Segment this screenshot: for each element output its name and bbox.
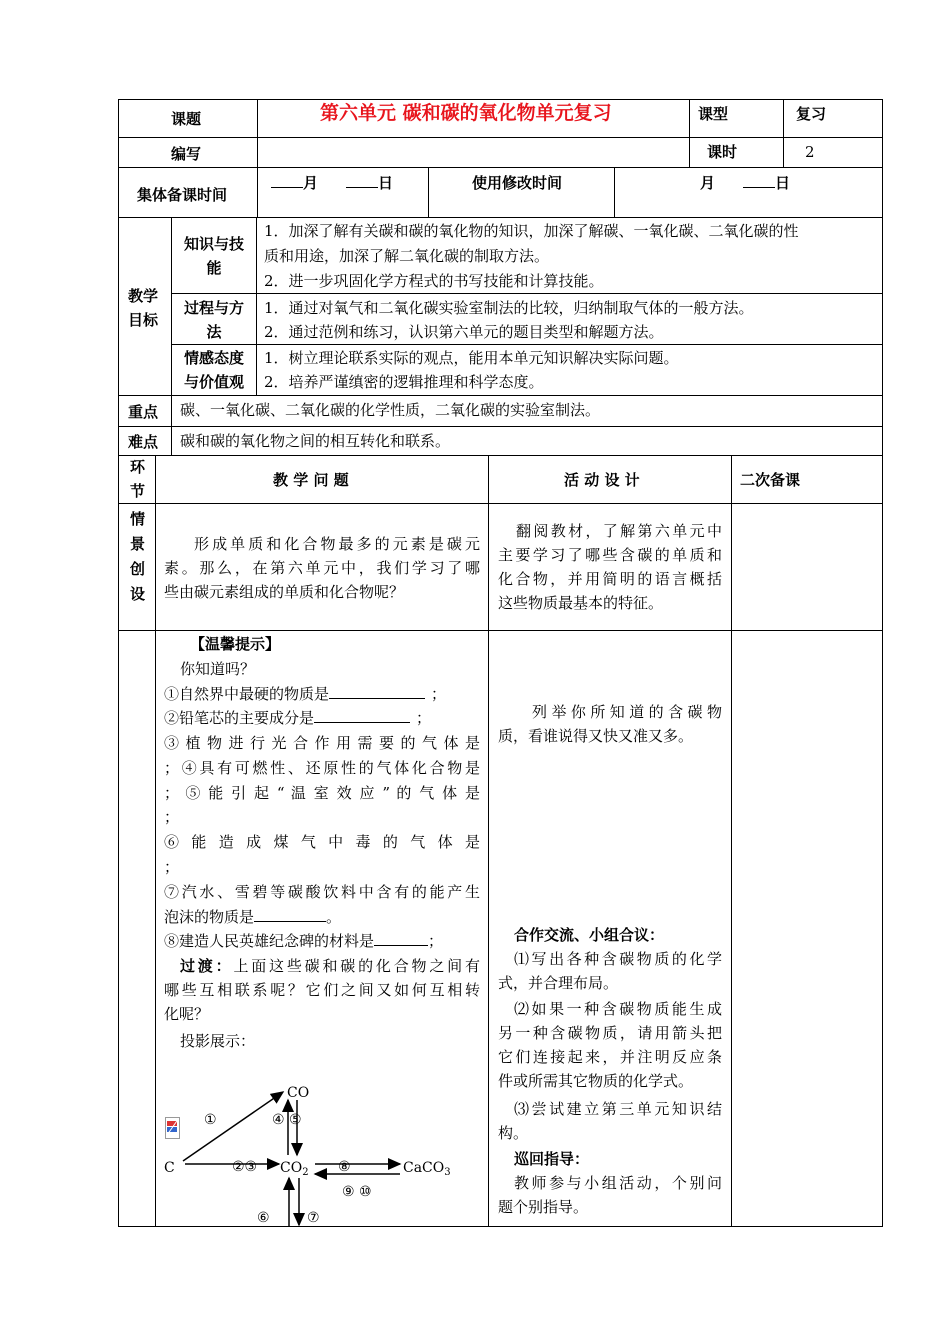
row-divider xyxy=(118,503,883,504)
col-divider xyxy=(614,167,615,218)
coop-task-3: ⑶尝试建立第三单元知识结 构。 xyxy=(498,1100,722,1142)
question-2: ②铅笔芯的主要成分是 ； xyxy=(164,706,431,730)
knowledge-label: 知识与技 能 xyxy=(183,235,244,277)
period-value: 2 xyxy=(805,143,815,161)
knowledge-item: 2．进一步巩固化学方程式的书写技能和计算技能。 xyxy=(264,272,604,290)
col-divider xyxy=(689,99,690,168)
row-divider xyxy=(118,137,883,138)
row-divider xyxy=(118,395,883,396)
projection-label: 投影展示： xyxy=(180,1032,256,1050)
col-divider xyxy=(257,99,258,218)
stage-header: 环 节 xyxy=(130,458,146,500)
secondary-header: 二次备课 xyxy=(740,471,801,489)
label-step-9-10: ⑨ ⑩ xyxy=(342,1184,372,1200)
label-step-7: ⑦ xyxy=(307,1210,320,1226)
carbon-conversion-diagram xyxy=(155,1075,488,1227)
question-4: ；④具有可燃性、还原性的气体化合物是 xyxy=(164,759,480,777)
row-divider xyxy=(171,293,883,294)
col-divider xyxy=(428,167,429,218)
col-divider xyxy=(731,455,732,1227)
table-border-right xyxy=(882,99,883,1227)
use-date: 月 日 xyxy=(700,171,790,195)
row-divider xyxy=(171,344,883,345)
process-item: 1．通过对氧气和二氧化碳实验室制法的比较，归纳制取气体的一般方法。 xyxy=(264,299,754,317)
coop-task-1: ⑴写出各种含碳物质的化学 式，并合理布局。 xyxy=(498,950,722,992)
col-divider xyxy=(488,455,489,1227)
use-time-label: 使用修改时间 xyxy=(472,174,563,192)
author-label: 编写 xyxy=(171,145,202,163)
transition: 过渡：上面这些碳和碳的化合物之间有 哪些互相联系呢？它们之间又如何互相转 化呢？ xyxy=(164,957,480,1023)
row-divider xyxy=(118,167,883,168)
label-co: CO xyxy=(287,1085,310,1101)
label-step-2-3: ②③ xyxy=(232,1159,258,1175)
difficulties-label: 难点 xyxy=(128,433,159,451)
objectives-label: 教学 目标 xyxy=(128,287,159,329)
guide-title: 巡回指导： xyxy=(514,1150,590,1168)
label-step-1: ① xyxy=(204,1112,217,1128)
coop-task-2: ⑵如果一种含碳物质能生成 另一种含碳物质，请用箭头把 它们连接起来，并注明反应条 件或所需其它物质的化学式。 xyxy=(498,1000,722,1090)
col-divider xyxy=(171,395,172,456)
arrow-c-to-co xyxy=(183,1092,283,1161)
question-7: ⑦汽水、雪碧等碳酸饮料中含有的能产生 xyxy=(164,883,480,901)
label-c: C xyxy=(164,1160,175,1176)
question-5: ； ⑤ 能 引 起 “ 温 室 效 应 ” 的 气 体 是 xyxy=(164,784,480,802)
key-points-label: 重点 xyxy=(128,403,159,421)
do-you-know: 你知道吗？ xyxy=(180,660,256,678)
col-divider xyxy=(171,217,172,396)
activity-list: 列举你所知道的含碳物 质，看谁说得又快又准又多。 xyxy=(498,703,722,745)
question-3: ③ 植 物 进 行 光 合 作 用 需 要 的 气 体 是 xyxy=(164,734,480,752)
question-1: ①自然界中最硬的物质是 ； xyxy=(164,682,446,706)
scenario-activity: 翻阅教材，了解第六单元中 主要学习了哪些含碳的单质和 化合物，并用简明的语言概括 这些物质最基本的特征。 xyxy=(498,522,722,612)
scenario-stage-label: 情 景 创 设 xyxy=(130,510,146,603)
process-label: 过程与方 法 xyxy=(183,299,244,341)
col-divider xyxy=(256,217,257,396)
emotion-label: 情感态度 与价值观 xyxy=(183,349,244,391)
coop-title: 合作交流、小组合议： xyxy=(514,926,665,944)
label-step-6: ⑥ xyxy=(257,1210,270,1226)
row-divider xyxy=(118,426,883,427)
prep-time-label: 集体备课时间 xyxy=(137,186,228,204)
key-points-text: 碳、一氧化碳、二氧化碳的化学性质，二氧化碳的实验室制法。 xyxy=(180,401,601,419)
label-caco3: CaCO$_3$ xyxy=(403,1160,451,1178)
question-8: ⑧建造人民英雄纪念碑的材料是 ； xyxy=(164,929,443,953)
page-title: 第六单元 碳和碳的氧化物单元复习 xyxy=(320,102,612,124)
lesson-type-label: 课型 xyxy=(698,105,729,123)
lesson-type-value: 复习 xyxy=(796,105,827,123)
label-step-4-5: ④ ⑤ xyxy=(272,1112,302,1128)
period-label: 课时 xyxy=(707,143,738,161)
difficulties-text: 碳和碳的氧化物之间的相互转化和联系。 xyxy=(180,432,451,450)
row-divider xyxy=(118,455,883,456)
tip-title: 【温馨提示】 xyxy=(190,635,281,653)
scenario-question: 形成单质和化合物最多的元素是碳元 素。那么，在第六单元中，我们学习了哪 些由碳元素组成的单质和化合物呢？ xyxy=(164,535,480,601)
col-divider xyxy=(783,99,784,168)
row-divider xyxy=(118,630,883,631)
table-border-left xyxy=(118,99,119,1227)
label-co2: $CO_2$ xyxy=(280,1160,309,1178)
question-7-cont: 泡沫的物质是 。 xyxy=(164,905,341,929)
prep-date: 月 日 xyxy=(271,171,393,195)
emotion-item: 2．培养严谨缜密的逻辑推理和科学态度。 xyxy=(264,373,544,391)
question-6-end: ； xyxy=(164,858,180,876)
question-6: ⑥ 能 造 成 煤 气 中 毒 的 气 体 是 xyxy=(164,833,480,851)
activity-header: 活 动 设 计 xyxy=(564,471,640,489)
topic-label: 课题 xyxy=(171,110,202,128)
process-item: 2．通过范例和练习，认识第六单元的题目类型和解题方法。 xyxy=(264,323,664,341)
knowledge-item: 质和用途，加深了解二氧化碳的制取方法。 xyxy=(264,247,550,265)
label-step-8: ⑧ xyxy=(338,1159,351,1175)
question-header: 教 学 问 题 xyxy=(273,471,349,489)
question-5-end: ； xyxy=(164,808,180,826)
emotion-item: 1．树立理论联系实际的观点，能用本单元知识解决实际问题。 xyxy=(264,349,679,367)
row-divider xyxy=(118,217,883,218)
knowledge-item: 1．加深了解有关碳和碳的氧化物的知识，加深了解碳、一氧化碳、二氧化碳的性 xyxy=(264,222,799,240)
guide-text: 教师参与小组活动，个别问 题个别指导。 xyxy=(498,1174,722,1216)
